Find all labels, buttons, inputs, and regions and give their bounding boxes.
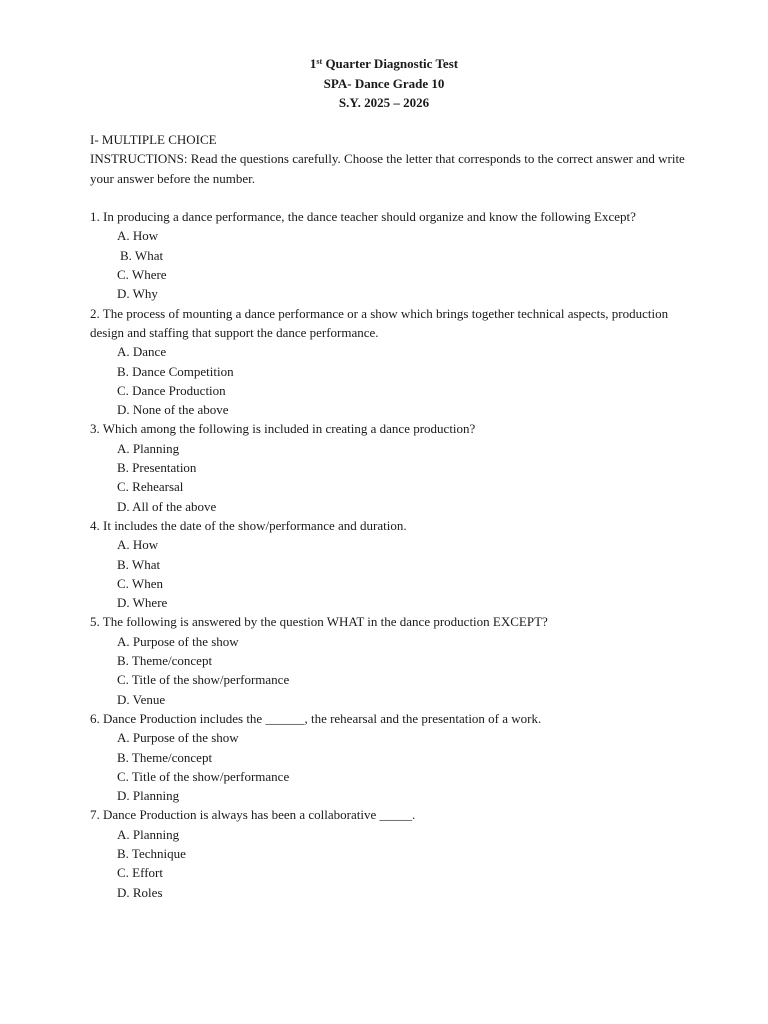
- option-3c: C. Rehearsal: [117, 479, 184, 495]
- option-1b: B. What: [120, 247, 164, 263]
- option-6b: B. Theme/concept: [117, 749, 213, 765]
- question-4: 4. It includes the date of the show/performance and duration.: [90, 517, 407, 533]
- option-6c: C. Title of the show/performance: [117, 768, 290, 784]
- option-1d: D. Why: [117, 286, 158, 302]
- option-1a: A. How: [117, 228, 159, 244]
- spacer: [90, 188, 690, 207]
- option-5b: B. Theme/concept: [117, 653, 213, 669]
- question-5: 5. The following is answered by the question WHAT in the dance production EXCEPT?: [90, 614, 548, 630]
- subject-grade: SPA- Dance Grade 10: [323, 76, 445, 91]
- option-7a: A. Planning: [117, 826, 180, 842]
- school-year: S.Y. 2025 – 2026: [338, 95, 430, 110]
- test-body: [90, 130, 690, 902]
- option-3b: B. Presentation: [117, 460, 197, 476]
- option-4a: A. How: [117, 537, 159, 553]
- option-7d: D. Roles: [117, 884, 163, 900]
- option-4b: B. What: [117, 556, 161, 572]
- option-2a: A. Dance: [117, 344, 167, 360]
- option-2b: B. Dance Competition: [117, 363, 234, 379]
- option-2c: C. Dance Production: [117, 382, 226, 398]
- option-2d: D. None of the above: [117, 402, 229, 418]
- question-7: 7. Dance Production is always has been a collaborative _____.: [90, 807, 416, 823]
- section-title: I- MULTIPLE CHOICE: [90, 132, 217, 147]
- question-2: 2. The process of mounting a dance performance or a show which brings together technical aspects, production design and staffing that support the dance performance.: [90, 305, 669, 340]
- option-3a: A. Planning: [117, 440, 180, 456]
- option-6d: D. Planning: [117, 788, 180, 804]
- option-6a: A. Purpose of the show: [117, 730, 239, 746]
- test-title-rest: Quarter Diagnostic Test: [322, 56, 459, 71]
- option-5c: C. Title of the show/performance: [117, 672, 290, 688]
- option-7c: C. Effort: [117, 865, 163, 881]
- option-5a: A. Purpose of the show: [117, 633, 239, 649]
- option-1c: C. Where: [117, 267, 167, 283]
- instructions: INSTRUCTIONS: Read the questions carefully. Choose the letter that corresponds to the correct answer and write your answer before the number.: [90, 151, 685, 186]
- option-4d: D. Where: [117, 595, 168, 611]
- question-1: 1. In producing a dance performance, the dance teacher should organize and know the following Except?: [90, 209, 636, 225]
- test-title-ordinal: st: [316, 57, 323, 66]
- option-5d: D. Venue: [117, 691, 166, 707]
- question-6: 6. Dance Production includes the ______, the rehearsal and the presentation of a work.: [90, 710, 542, 726]
- option-3d: D. All of the above: [117, 498, 217, 514]
- test-title: [0, 54, 768, 74]
- question-3: 3. Which among the following is included in creating a dance production?: [90, 421, 476, 437]
- option-7b: B. Technique: [117, 845, 186, 861]
- test-title-number: 1: [309, 56, 317, 71]
- option-4c: C. When: [117, 575, 163, 591]
